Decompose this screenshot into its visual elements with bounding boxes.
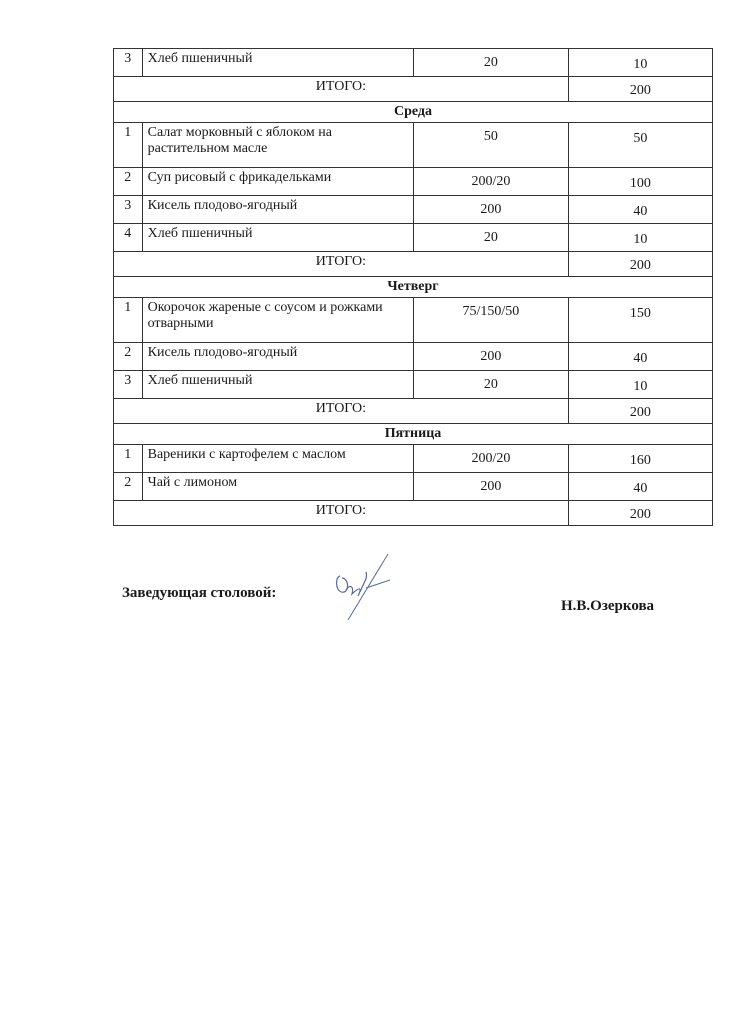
item-name: Окорочок жареные с соусом и рожками отварными: [142, 298, 413, 343]
table-row: [114, 168, 713, 196]
item-price: 40: [568, 473, 712, 501]
item-quantity: 75/150/50: [414, 298, 569, 343]
item-quantity: 20: [414, 224, 569, 252]
item-name: Кисель плодово-ягодный: [142, 343, 413, 371]
total-row: [114, 252, 713, 277]
total-value: 200: [568, 77, 712, 102]
signature-image: [330, 548, 400, 628]
total-label: ИТОГО:: [114, 501, 569, 526]
item-price: 50: [568, 123, 712, 168]
item-number: 2: [114, 473, 143, 501]
item-price: 10: [568, 224, 712, 252]
table-row: [114, 343, 713, 371]
day-title: Пятница: [114, 424, 713, 445]
item-number: 3: [114, 371, 143, 399]
table-row: [114, 445, 713, 473]
item-name: Хлеб пшеничный: [142, 224, 413, 252]
table-row: [114, 371, 713, 399]
day-title: Среда: [114, 102, 713, 123]
table-row: [114, 49, 713, 77]
item-name: Чай с лимоном: [142, 473, 413, 501]
table-row: [114, 298, 713, 343]
total-row: [114, 399, 713, 424]
menu-table-body: [114, 49, 713, 526]
total-value: 200: [568, 501, 712, 526]
item-price: 150: [568, 298, 712, 343]
item-number: 3: [114, 49, 143, 77]
item-quantity: 200/20: [414, 445, 569, 473]
total-value: 200: [568, 399, 712, 424]
day-header: [114, 424, 713, 445]
item-price: 10: [568, 49, 712, 77]
total-value: 200: [568, 252, 712, 277]
item-number: 1: [114, 298, 143, 343]
item-quantity: 200: [414, 343, 569, 371]
item-name: Хлеб пшеничный: [142, 49, 413, 77]
day-header: [114, 102, 713, 123]
item-name: Суп рисовый с фрикадельками: [142, 168, 413, 196]
item-number: 1: [114, 123, 143, 168]
day-title: Четверг: [114, 277, 713, 298]
item-quantity: 20: [414, 371, 569, 399]
item-price: 10: [568, 371, 712, 399]
total-row: [114, 501, 713, 526]
item-number: 2: [114, 343, 143, 371]
item-quantity: 20: [414, 49, 569, 77]
position-label: Заведующая столовой:: [122, 585, 277, 601]
item-number: 3: [114, 196, 143, 224]
item-number: 2: [114, 168, 143, 196]
item-quantity: 200: [414, 196, 569, 224]
total-label: ИТОГО:: [114, 399, 569, 424]
table-row: [114, 196, 713, 224]
item-price: 40: [568, 196, 712, 224]
item-name: Салат морковный с яблоком на растительном масле: [142, 123, 413, 168]
item-number: 1: [114, 445, 143, 473]
item-price: 160: [568, 445, 712, 473]
table-row: [114, 123, 713, 168]
day-header: [114, 277, 713, 298]
table-row: [114, 224, 713, 252]
menu-table: [113, 48, 713, 526]
item-name: Хлеб пшеничный: [142, 371, 413, 399]
total-label: ИТОГО:: [114, 252, 569, 277]
item-name: Кисель плодово-ягодный: [142, 196, 413, 224]
signer-name: Н.В.Озеркова: [561, 598, 655, 614]
total-label: ИТОГО:: [114, 77, 569, 102]
item-price: 100: [568, 168, 712, 196]
total-row: [114, 77, 713, 102]
item-number: 4: [114, 224, 143, 252]
item-quantity: 200/20: [414, 168, 569, 196]
table-row: [114, 473, 713, 501]
item-name: Вареники с картофелем с маслом: [142, 445, 413, 473]
item-price: 40: [568, 343, 712, 371]
item-quantity: 200: [414, 473, 569, 501]
item-quantity: 50: [414, 123, 569, 168]
